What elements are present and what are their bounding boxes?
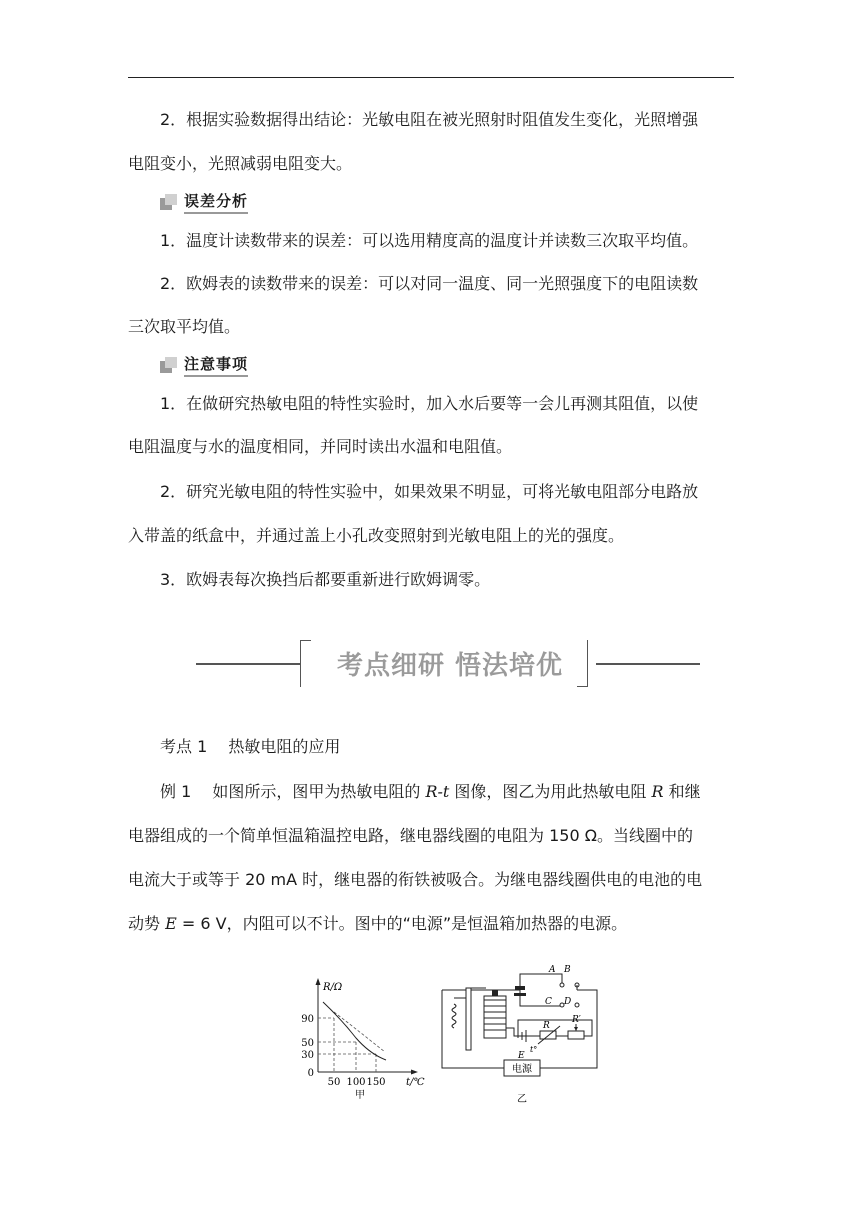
section-label: 注意事项 — [184, 353, 248, 377]
y-tick: 30 — [301, 1050, 314, 1061]
label-D: D — [564, 997, 572, 1007]
figure-caption: 乙 — [517, 1094, 527, 1105]
label-B: B — [564, 965, 571, 975]
x-tick: 100 — [346, 1077, 366, 1088]
label-R-prime: R′ — [572, 1015, 581, 1025]
paragraph-conclusion-line1: 2．根据实验数据得出结论：光敏电阻在被光照射时阻值发生变化，光照增强 — [160, 110, 699, 129]
topic-heading: 考点 1 热敏电阻的应用 — [160, 737, 341, 756]
section-square-icon — [160, 194, 178, 210]
paragraph-error-1: 1．温度计读数带来的误差：可以选用精度高的温度计并读数三次取平均值。 — [160, 231, 699, 250]
figure-relay-circuit — [432, 960, 606, 1110]
label-A: A — [549, 965, 556, 975]
y-tick: 50 — [301, 1038, 314, 1049]
example-line2: 电器组成的一个简单恒温箱温控电路，继电器线圈的电阻为 150 Ω。当线圈中的 — [128, 826, 693, 845]
y-tick: 90 — [301, 1014, 314, 1025]
header-rule — [128, 77, 734, 78]
chapter-banner — [196, 636, 700, 692]
paragraph-note-3: 3．欧姆表每次换挡后都要重新进行欧姆调零。 — [160, 570, 491, 589]
label-R: R — [543, 1021, 550, 1031]
paragraph-note-1-line2: 电阻温度与水的温度相同，并同时读出水温和电阻值。 — [128, 437, 513, 456]
section-square-icon — [160, 357, 178, 373]
section-heading-notes — [160, 354, 248, 376]
section-heading-error — [160, 191, 248, 213]
banner-title: 考点细研 悟法培优 — [336, 651, 564, 681]
x-tick: 50 — [327, 1077, 341, 1088]
paragraph-conclusion-line2: 电阻变小，光照减弱电阻变大。 — [128, 154, 353, 173]
example-line3: 电流大于或等于 20 mA 时，继电器的衔铁被吸合。为继电器线圈供电的电池的电 — [128, 870, 703, 889]
section-label: 误差分析 — [184, 190, 248, 214]
figure-caption: 甲 — [355, 1090, 365, 1101]
banner-bracket-left — [300, 640, 311, 687]
label-C: C — [545, 997, 552, 1007]
power-label: 电源 — [512, 1064, 532, 1075]
paragraph-error-2-line2: 三次取平均值。 — [128, 317, 241, 336]
banner-line-left — [196, 663, 300, 665]
example-line4: 动势 E = 6 V，内阻可以不计。图中的“电源”是恒温箱加热器的电源。 — [128, 914, 628, 933]
x-tick: 150 — [366, 1077, 386, 1088]
label-E: E — [518, 1051, 525, 1061]
paragraph-error-2-line1: 2．欧姆表的读数带来的误差：可以对同一温度、同一光照强度下的电阻读数 — [160, 274, 699, 293]
banner-bracket-right — [577, 640, 588, 687]
label-t: t° — [530, 1045, 538, 1054]
figure-rt-graph — [290, 972, 430, 1102]
axis-x-label: t/℃ — [406, 1077, 425, 1088]
paragraph-note-2-line1: 2．研究光敏电阻的特性实验中，如果效果不明显，可将光敏电阻部分电路放 — [160, 482, 699, 501]
y-tick: 0 — [307, 1068, 314, 1079]
example-line1: 例 1 如图所示，图甲为热敏电阻的 R-t 图像，图乙为用此热敏电阻 R 和继 — [160, 782, 701, 801]
paragraph-note-1-line1: 1．在做研究热敏电阻的特性实验时，加入水后要等一会儿再测其阻值，以使 — [160, 394, 699, 413]
paragraph-note-2-line2: 入带盖的纸盒中，并通过盖上小孔改变照射到光敏电阻上的光的强度。 — [128, 526, 625, 545]
axis-y-label: R/Ω — [323, 982, 343, 993]
banner-line-right — [596, 663, 700, 665]
